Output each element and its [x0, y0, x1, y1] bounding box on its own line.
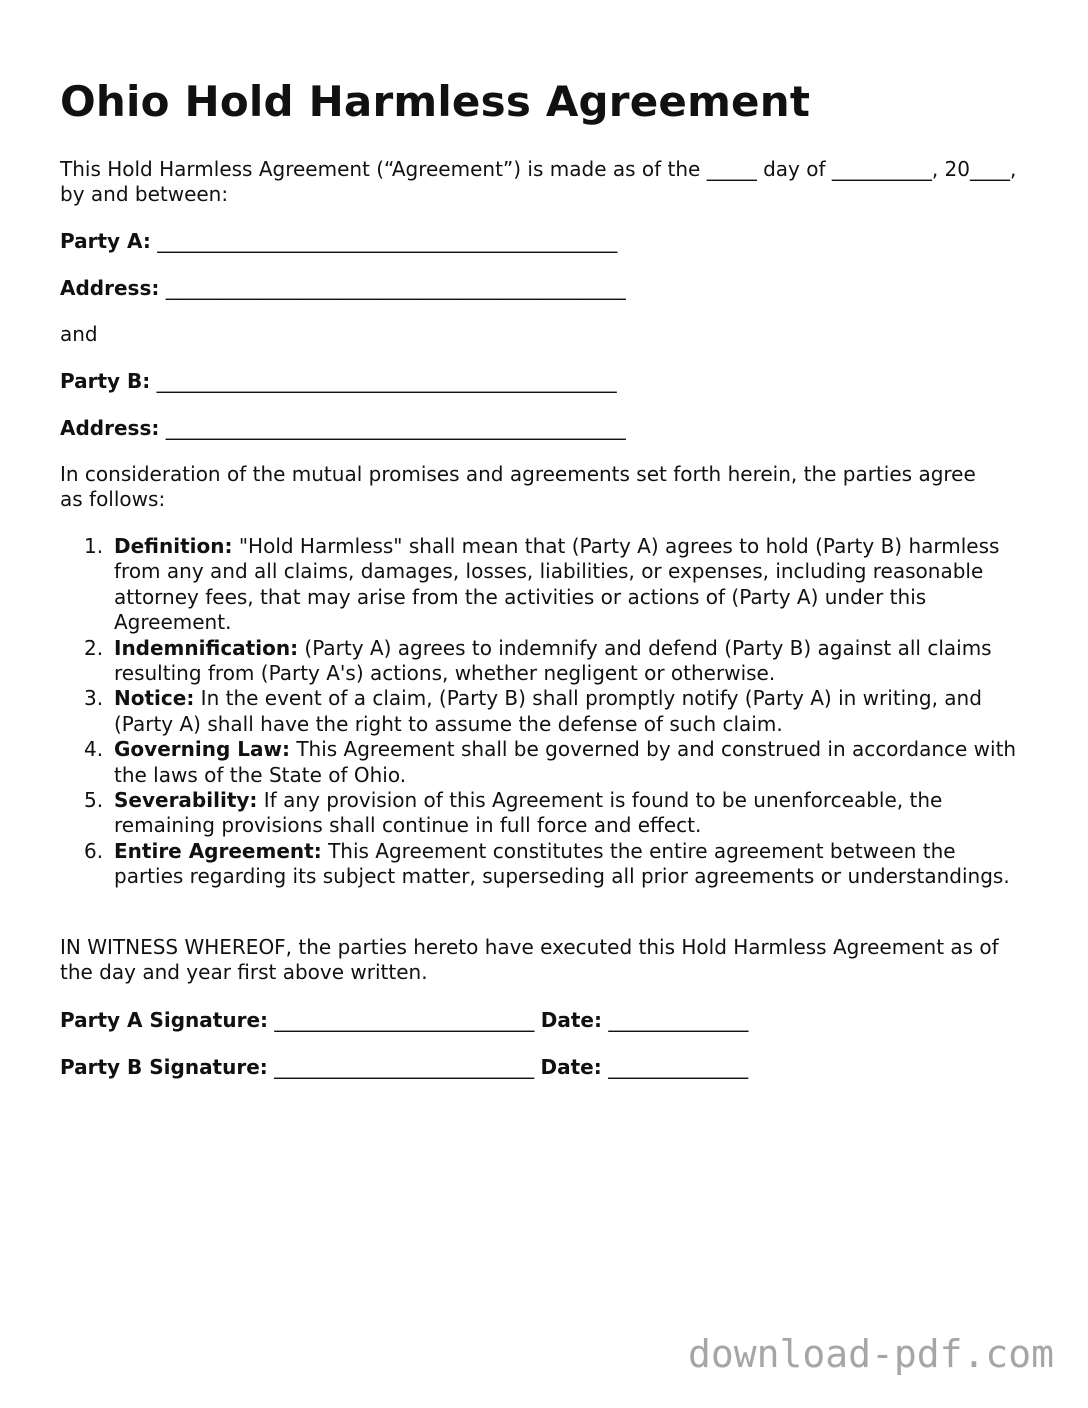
- party-a-address-blank: ______________________________________________: [165, 276, 626, 300]
- party-a-date-blank: ______________: [608, 1008, 749, 1032]
- term-number: 2.: [84, 635, 104, 660]
- terms-list: [60, 534, 1028, 890]
- party-b-signature-line: [60, 1055, 748, 1080]
- term-text: This Agreement constitutes the entire agreement between the parties regarding its subject matter, superseding all prior agreements or understandings.: [114, 838, 1010, 889]
- term-number: 3.: [84, 686, 104, 711]
- term-item-severability: [60, 788, 1028, 839]
- party-b-signature-label: Party B Signature:: [60, 1055, 268, 1079]
- term-heading: Indemnification:: [114, 635, 299, 660]
- term-number: 1.: [84, 534, 104, 558]
- party-b-blank: ______________________________________________: [156, 369, 617, 393]
- and-text: and: [60, 322, 98, 346]
- term-number: 4.: [84, 737, 104, 762]
- party-a-date-label: Date:: [540, 1008, 602, 1032]
- term-item-notice: [60, 686, 1028, 737]
- term-number: 6.: [84, 838, 104, 863]
- party-b-address-field: [60, 416, 626, 441]
- party-a-label: Party A:: [60, 229, 151, 253]
- term-text: "Hold Harmless" shall mean that (Party A) agrees to hold (Party B) harmless from any and all claims, damages, losses, liabilities, or expenses, including reasonable attorney fees, that may arise from the activities or actions of (Party A) under this Agreement.: [114, 534, 1000, 635]
- document-title: Ohio Hold Harmless Agreement: [60, 77, 811, 126]
- term-number: 5.: [84, 788, 104, 813]
- party-b-date-blank: ______________: [608, 1055, 749, 1079]
- party-b-address-blank: ______________________________________________: [165, 416, 626, 440]
- party-a-address-field: [60, 276, 626, 301]
- term-text: (Party A) agrees to indemnify and defend (Party B) against all claims resulting from (Party A's) actions, whether negligent or otherwise.: [114, 635, 992, 686]
- term-text: This Agreement shall be governed by and construed in accordance with the laws of the State of Ohio.: [114, 737, 1017, 787]
- party-a-signature-label: Party A Signature:: [60, 1008, 269, 1032]
- term-text: In the event of a claim, (Party B) shall promptly notify (Party A) in writing, and (Party A) shall have the right to assume the defense of such claim.: [114, 686, 982, 736]
- party-b-address-label: Address:: [60, 416, 160, 440]
- party-b-date-label: Date:: [540, 1055, 602, 1079]
- term-heading: Definition:: [114, 534, 233, 558]
- term-heading: Entire Agreement:: [114, 838, 322, 863]
- party-a-signature-line: [60, 1008, 748, 1033]
- term-text: If any provision of this Agreement is found to be unenforceable, the remaining provisions shall continue in full force and effect.: [114, 788, 943, 838]
- watermark-text: download-pdf.com: [687, 1332, 1054, 1376]
- party-a-field: [60, 229, 617, 254]
- term-heading: Governing Law:: [114, 737, 290, 762]
- party-b-signature-blank: __________________________: [274, 1055, 535, 1079]
- term-item-indemnification: [60, 636, 1028, 687]
- term-heading: Notice:: [114, 686, 195, 711]
- party-a-signature-blank: __________________________: [274, 1008, 535, 1032]
- term-item-definition: [60, 534, 1028, 636]
- consideration-paragraph: In consideration of the mutual promises and agreements set forth herein, the parties agree as follows:: [60, 462, 976, 511]
- intro-paragraph: This Hold Harmless Agreement (“Agreement”) is made as of the _____ day of __________, 20____, by and between:: [60, 157, 1017, 206]
- party-a-address-label: Address:: [60, 276, 160, 300]
- term-item-governing-law: [60, 737, 1028, 788]
- party-b-label: Party B:: [60, 369, 151, 393]
- witness-paragraph: IN WITNESS WHEREOF, the parties hereto have executed this Hold Harmless Agreement as of the day and year first above written.: [60, 935, 999, 984]
- party-b-field: [60, 369, 617, 394]
- term-heading: Severability:: [114, 788, 258, 813]
- party-a-blank: ______________________________________________: [157, 229, 618, 253]
- term-item-entire-agreement: [60, 839, 1028, 890]
